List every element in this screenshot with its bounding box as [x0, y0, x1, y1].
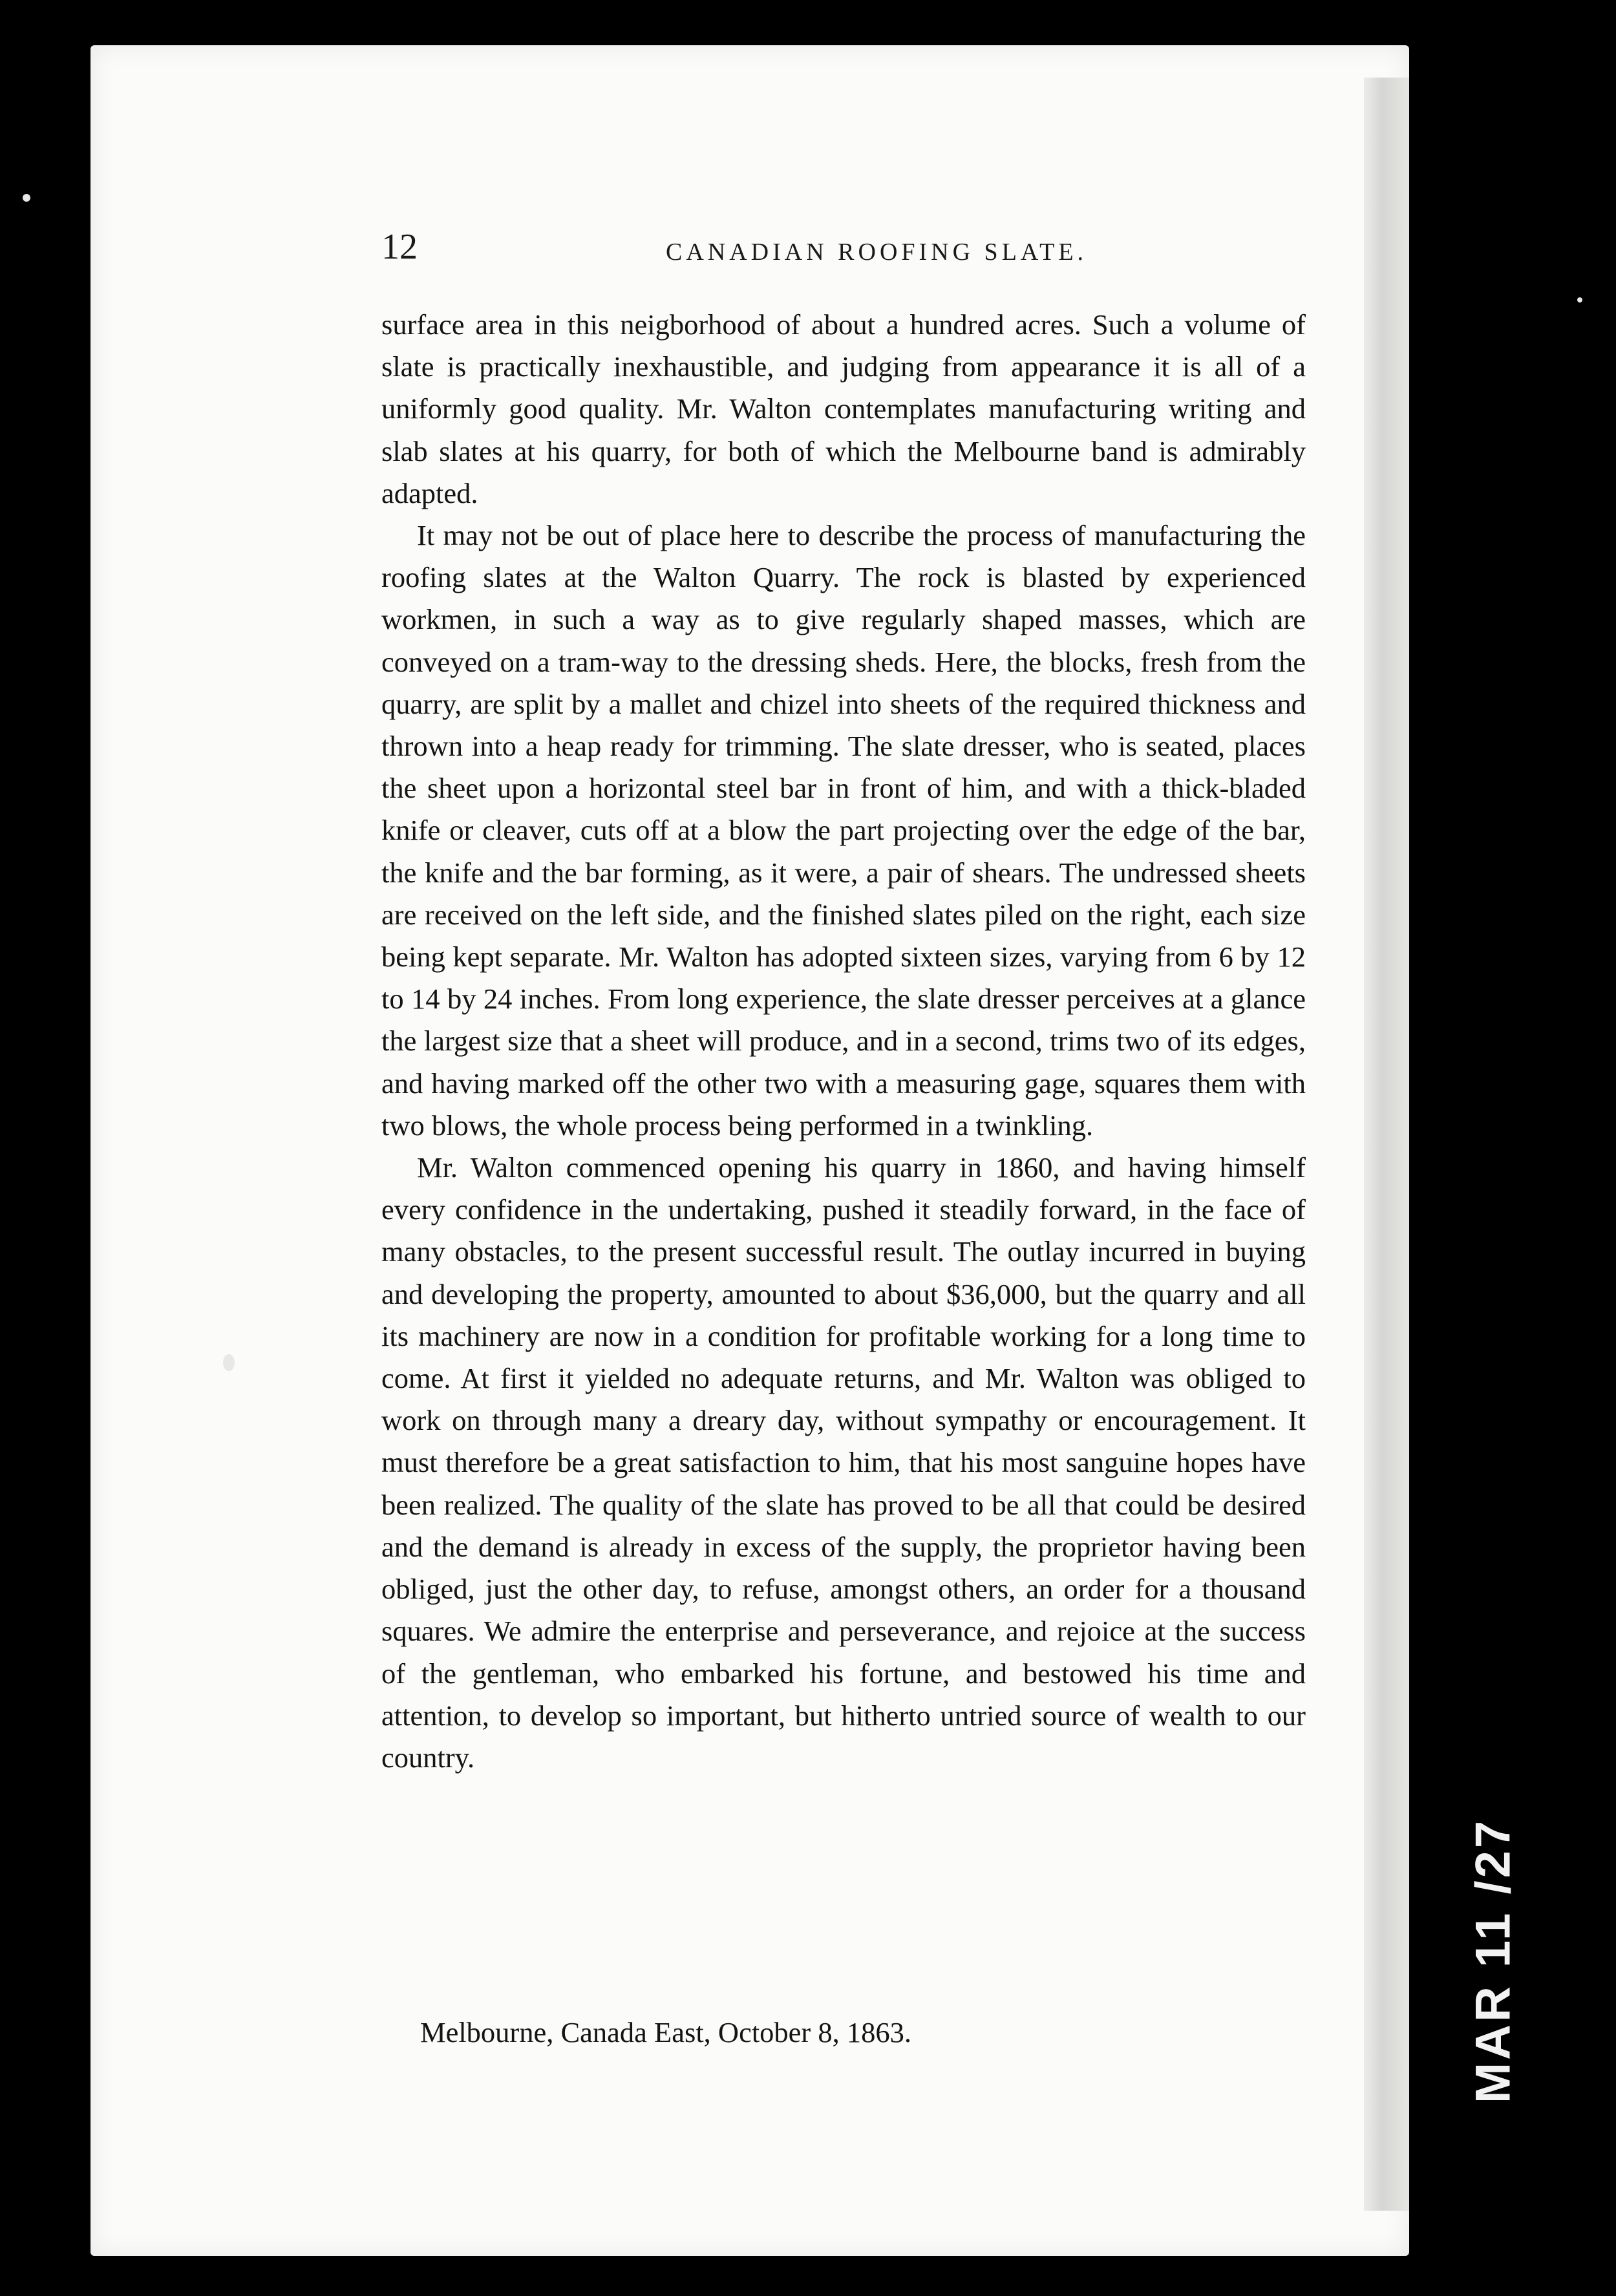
- paragraph-process: It may not be out of place here to describe the process of manufacturing the roofing slates at the Walton Quarry. The rock is blasted by experienced workmen, in such a way as to give regularly shaped masses, which are conveyed on a tram-way to the dressing sheds. Here, the blocks, fresh from the quarry, are split by a mallet and chizel into sheets of the required thickness and thrown into a heap ready for trimming. The slate dresser, who is seated, places the sheet upon a horizontal steel bar in front of him, and with a thick-bladed knife or cleaver, cuts off at a blow the part projecting over the edge of the bar, the knife and the bar forming, as it were, a pair of shears. The undressed sheets are received on the left side, and the finished slates piled on the right, each size being kept separate. Mr. Walton has adopted sixteen sizes, varying from 6 by 12 to 14 by 24 inches. From long experience, the slate dresser perceives at a glance the largest size that a sheet will produce, and in a second, trims two of its edges, and having marked off the other two with a measuring gage, squares them with two blows, the whole process being performed in a twinkling.: [381, 519, 1306, 1142]
- page-number: 12: [381, 227, 418, 267]
- date-stamp-text: MAR 11 /27: [1465, 1818, 1521, 2104]
- date-stamp: [1454, 1758, 1532, 2172]
- binding-shadow: [1364, 78, 1409, 2211]
- running-head: CANADIAN ROOFING SLATE.: [666, 239, 1088, 266]
- article-body: [381, 304, 1306, 1779]
- scan-speck: [23, 194, 30, 202]
- scan-speck: [1577, 297, 1582, 303]
- paragraph-continued: surface area in this neigborhood of about a hundred acres. Such a volume of slate is practically inexhaustible, and judging from appearance it is all of a uniformly good quality. Mr. Walton contemplates manufacturing writing and slab slates at his quarry, for both of which the Melbourne band is admirably adapted.: [381, 308, 1306, 509]
- paragraph-history: Mr. Walton commenced opening his quarry in 1860, and having himself every confidence in the undertaking, pushed it steadily forward, in the face of many obstacles, to the present successful result. The outlay incurred in buying and developing the property, amounted to about $36,000, but the quarry and all its machinery are now in a condition for profitable working for a long time to come. At first it yielded no adequate returns, and Mr. Walton was obliged to work on through many a dreary day, without sympathy or encouragement. It must therefore be a great satisfaction to him, that his most sanguine hopes have been realized. The quality of the slate has proved to be all that could be desired and the demand is already in excess of the supply, the proprietor having been obliged, just the other day, to refuse, amongst others, an order for a thousand squares. We admire the enterprise and perseverance, and rejoice at the success of the gentleman, who embarked his fortune, and bestowed his time and attention, to develop so important, but hitherto untried source of wealth to our country.: [381, 1151, 1306, 1774]
- page-header: [381, 226, 1306, 284]
- scan-speck: [223, 1354, 235, 1371]
- dateline: Melbourne, Canada East, October 8, 1863.: [420, 2016, 911, 2048]
